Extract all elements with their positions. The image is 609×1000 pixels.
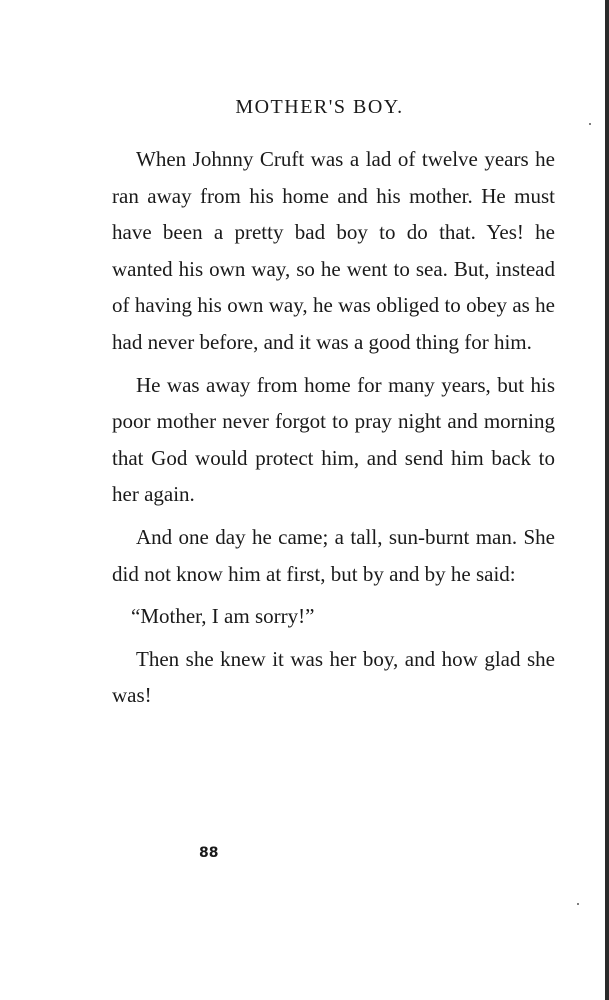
story-body xyxy=(112,141,555,720)
page-number: 88 xyxy=(199,845,219,861)
page-edge xyxy=(605,0,609,1000)
page-title: MOTHER'S BOY. xyxy=(235,96,404,118)
paragraph: When Johnny Cruft was a lad of twelve years he ran away from his home and his mother. He must have been a pretty bad boy to do that. Yes! he wanted his own way, so he went to sea. But, instead of having his own way, he was obliged to obey as he had never before, and it was a good thing for him. xyxy=(112,147,555,354)
edge-speck xyxy=(589,123,591,125)
edge-speck xyxy=(577,903,579,905)
quote-paragraph: “Mother, I am sorry!” xyxy=(131,604,315,629)
paragraph: Then she knew it was her boy, and how glad she was! xyxy=(112,646,555,708)
paragraph: And one day he came; a tall, sun-burnt man. She did not know him at first, but by and by he said: xyxy=(112,524,555,586)
paragraph: He was away from home for many years, but his poor mother never forgot to pray night and morning that God would protect him, and send him back to her again. xyxy=(112,372,555,507)
